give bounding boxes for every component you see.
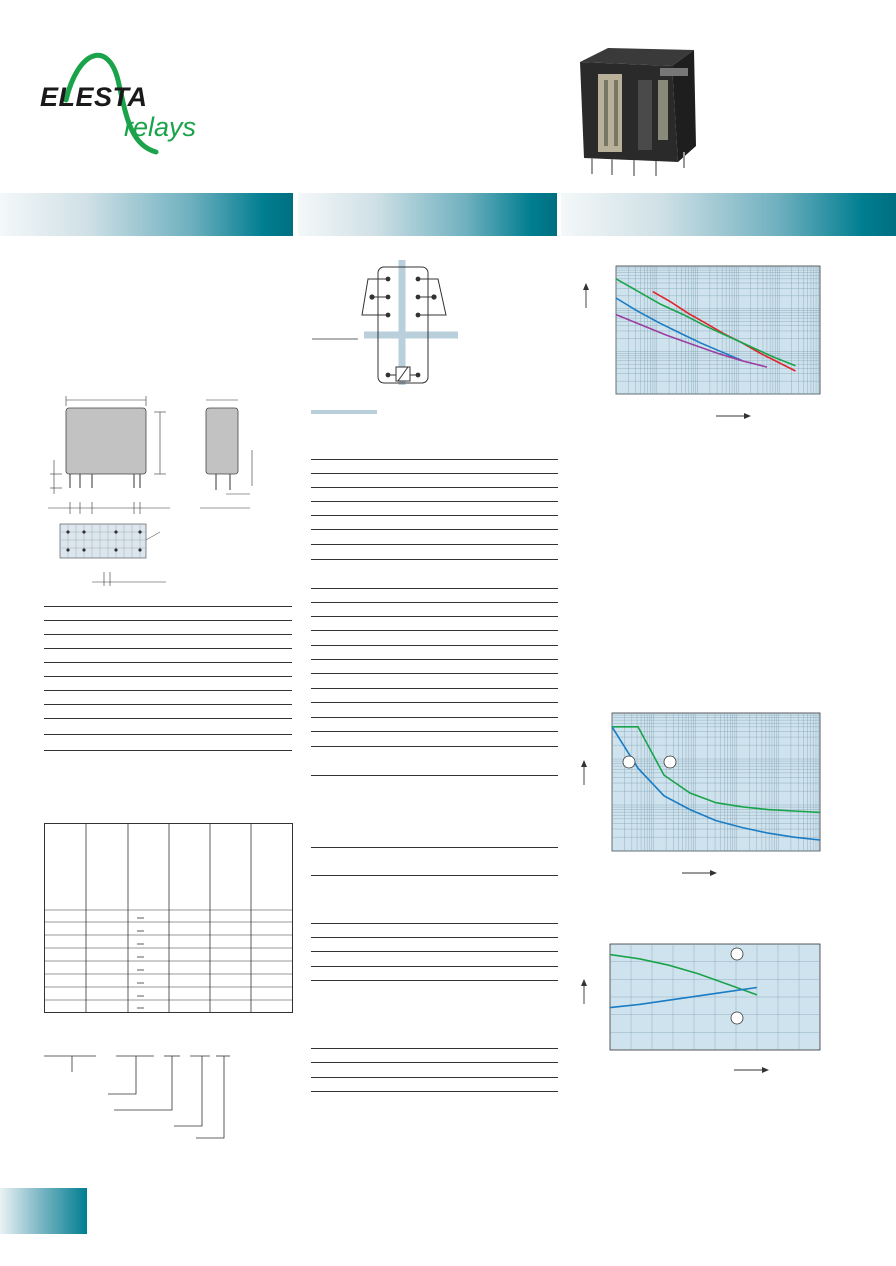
y-axis-arrowhead-icon	[583, 283, 589, 290]
spec-rule	[311, 515, 558, 516]
spec-rule	[311, 775, 558, 776]
section-marker	[311, 410, 377, 414]
section-band-3	[561, 193, 896, 236]
spec-rule	[311, 487, 558, 488]
spec-rule	[44, 676, 292, 677]
relay-photo-icon	[568, 40, 698, 178]
spec-rule	[44, 704, 292, 705]
ordering-code-diagram	[40, 1050, 240, 1142]
spec-rule	[44, 620, 292, 621]
chart-2	[570, 705, 830, 885]
spec-rule	[311, 746, 558, 747]
spec-rule	[311, 966, 558, 967]
spec-rule	[311, 616, 558, 617]
spec-rule	[311, 529, 558, 530]
spec-rule	[311, 847, 558, 848]
spec-rule	[311, 673, 558, 674]
x-axis-arrowhead-icon	[710, 870, 717, 876]
spec-rule	[44, 750, 292, 751]
logo	[38, 40, 228, 165]
section-band-2	[298, 193, 557, 236]
coil-table	[44, 823, 293, 1013]
spec-rule	[44, 690, 292, 691]
spec-rule	[44, 648, 292, 649]
spec-rule	[44, 718, 292, 719]
spec-rule	[311, 630, 558, 631]
y-axis-arrowhead-icon	[581, 979, 587, 986]
chart-1	[570, 258, 830, 428]
spec-rule	[44, 634, 292, 635]
spec-rule	[311, 1048, 558, 1049]
spec-rule	[311, 937, 558, 938]
spec-rule	[311, 980, 558, 981]
spec-rule	[311, 688, 558, 689]
x-axis-arrowhead-icon	[762, 1067, 769, 1073]
curve-marker-1	[731, 948, 743, 960]
spec-rule	[311, 731, 558, 732]
footer-corner-band	[0, 1188, 87, 1234]
spec-rule	[311, 602, 558, 603]
spec-rule	[311, 951, 558, 952]
spec-rule	[44, 662, 292, 663]
spec-rule	[311, 473, 558, 474]
y-axis-arrowhead-icon	[581, 760, 587, 767]
spec-rule	[311, 559, 558, 560]
contact-schematic	[308, 255, 468, 390]
logo-sub: relays	[124, 112, 197, 142]
spec-rule	[311, 875, 558, 876]
spec-rule	[311, 1091, 558, 1092]
spec-rule	[311, 659, 558, 660]
curve-marker-1	[623, 756, 635, 768]
plot-area	[612, 713, 820, 851]
spec-rule	[311, 717, 558, 718]
spec-rule	[311, 501, 558, 502]
spec-rule	[311, 544, 558, 545]
spec-rule	[311, 645, 558, 646]
spec-rule	[311, 1077, 558, 1078]
section-band-1	[0, 193, 293, 236]
dimension-drawing	[40, 390, 260, 590]
curve-marker-2	[664, 756, 676, 768]
curve-marker-2	[731, 1012, 743, 1024]
spec-rule	[44, 606, 292, 607]
spec-rule	[44, 734, 292, 735]
spec-rule	[311, 459, 558, 460]
logo-brand: ELESTA	[40, 82, 148, 112]
spec-rule	[311, 702, 558, 703]
chart-3	[570, 938, 830, 1100]
spec-rule	[311, 588, 558, 589]
x-axis-arrowhead-icon	[744, 413, 751, 419]
spec-rule	[311, 923, 558, 924]
spec-rule	[311, 1062, 558, 1063]
